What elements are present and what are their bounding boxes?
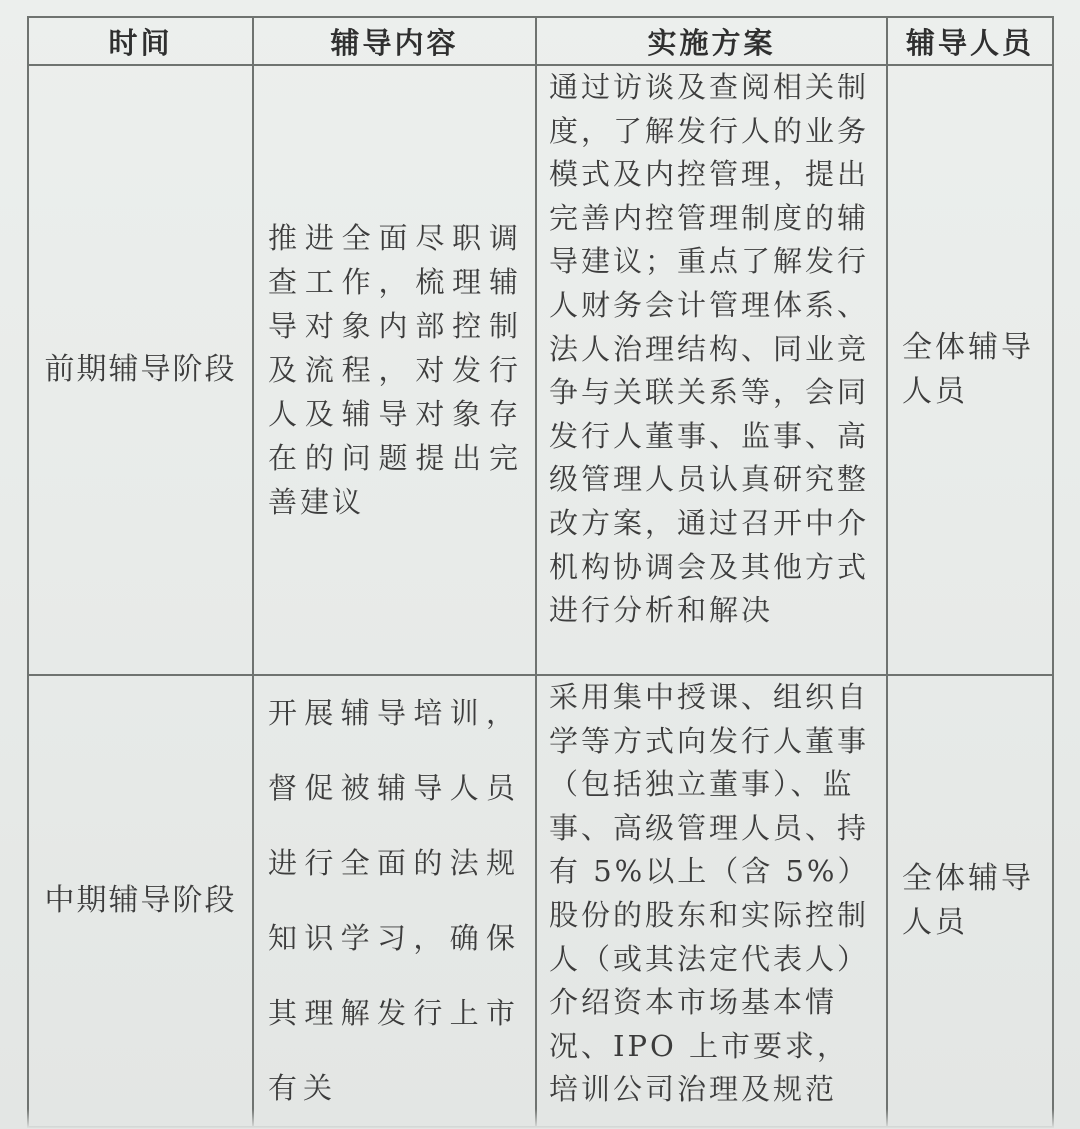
header-tutoring-staff: 辅导人员 [887,17,1053,65]
row-content-cell: 开展辅导培训，督促被辅导人员进行全面的法规知识学习，确保其理解发行上市有关 [253,675,536,1127]
row-content-cell: 推进全面尽职调查工作，梳理辅导对象内部控制及流程，对发行人及辅导对象存在的问题提出完善建议 [253,65,536,675]
header-tutoring-content: 辅导内容 [253,17,536,65]
page-bottom-shadow [0,1109,1080,1129]
table-row [28,675,1053,1127]
row-plan-cell: 采用集中授课、组织自学等方式向发行人董事（包括独立董事）、监事、高级管理人员、持有 5%以上（含 5%）股份的股东和实际控制人（或其法定代表人）介绍资本市场基本情况、IPO 上市要求，培训公司治理及规范 [536,675,887,1127]
row-staff-cell: 全体辅导人员 [887,65,1053,675]
table-header-row [28,17,1053,65]
tutoring-plan-table [27,16,1054,1128]
row-staff-cell: 全体辅导人员 [887,675,1053,1127]
row-time-cell: 中期辅导阶段 [28,675,253,1127]
header-time: 时间 [28,17,253,65]
table-row [28,65,1053,675]
header-implementation-plan: 实施方案 [536,17,887,65]
row-time-cell: 前期辅导阶段 [28,65,253,675]
row-plan-cell: 通过访谈及查阅相关制度，了解发行人的业务模式及内控管理，提出完善内控管理制度的辅导建议；重点了解发行人财务会计管理体系、法人治理结构、同业竞争与关联关系等，会同发行人董事、监事、高级管理人员认真研究整改方案，通过召开中介机构协调会及其他方式进行分析和解决 [536,65,887,675]
